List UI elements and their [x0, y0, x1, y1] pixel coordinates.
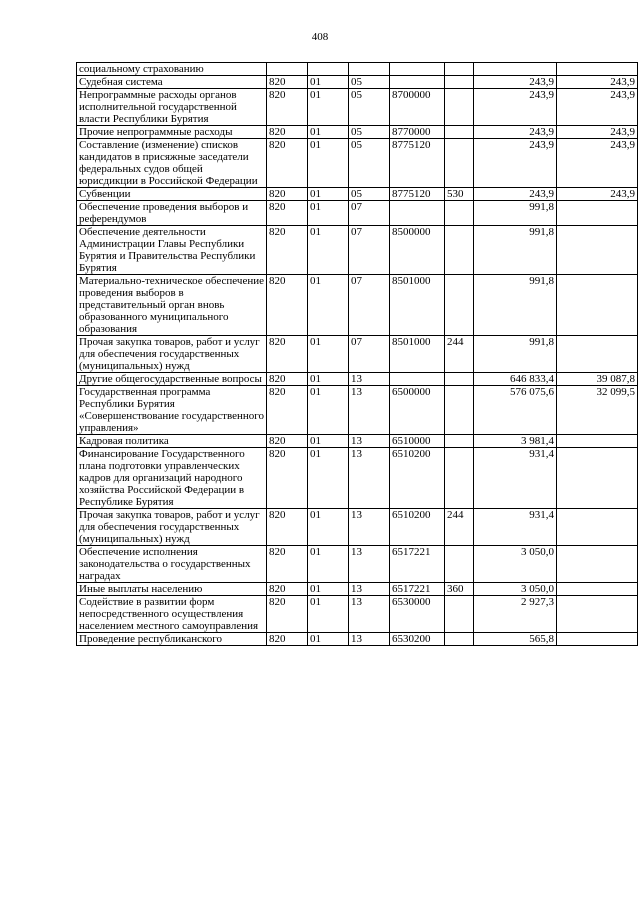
expense-type-cell — [445, 386, 474, 435]
amount-secondary-cell — [557, 633, 638, 646]
expense-type-cell: 244 — [445, 509, 474, 546]
subsection-code-cell: 13 — [349, 546, 390, 583]
section-code-cell: 01 — [308, 448, 349, 509]
target-article-cell: 6500000 — [390, 386, 445, 435]
subsection-code-cell: 07 — [349, 336, 390, 373]
amount-secondary-cell — [557, 583, 638, 596]
table-row — [77, 435, 638, 448]
table-row — [77, 63, 638, 76]
department-code-cell: 820 — [267, 435, 308, 448]
row-name-cell: Прочие непрограммные расходы — [77, 126, 267, 139]
expense-type-cell — [445, 89, 474, 126]
department-code-cell: 820 — [267, 546, 308, 583]
expense-type-cell — [445, 226, 474, 275]
amount-secondary-cell: 243,9 — [557, 126, 638, 139]
table-row — [77, 448, 638, 509]
expense-type-cell: 244 — [445, 336, 474, 373]
subsection-code-cell: 13 — [349, 373, 390, 386]
expense-type-cell — [445, 373, 474, 386]
amount-cell: 3 981,4 — [474, 435, 557, 448]
target-article-cell: 8775120 — [390, 139, 445, 188]
section-code-cell: 01 — [308, 126, 349, 139]
department-code-cell: 820 — [267, 226, 308, 275]
expense-type-cell — [445, 275, 474, 336]
amount-cell — [474, 63, 557, 76]
row-name-cell: Субвенции — [77, 188, 267, 201]
row-name-cell: Обеспечение проведения выборов и референдумов — [77, 201, 267, 226]
department-code-cell: 820 — [267, 386, 308, 435]
amount-cell: 3 050,0 — [474, 583, 557, 596]
department-code-cell: 820 — [267, 201, 308, 226]
page-number: 408 — [311, 31, 329, 43]
subsection-code-cell: 13 — [349, 633, 390, 646]
amount-cell: 565,8 — [474, 633, 557, 646]
section-code-cell: 01 — [308, 509, 349, 546]
row-name-cell: Обеспечение деятельности Администрации Главы Республики Бурятия и Правительства Республики Бурятия — [77, 226, 267, 275]
expense-type-cell — [445, 201, 474, 226]
amount-secondary-cell: 243,9 — [557, 76, 638, 89]
expense-type-cell — [445, 448, 474, 509]
target-article-cell: 8775120 — [390, 188, 445, 201]
expense-type-cell — [445, 126, 474, 139]
expense-type-cell: 530 — [445, 188, 474, 201]
target-article-cell: 8700000 — [390, 89, 445, 126]
target-article-cell: 6517221 — [390, 583, 445, 596]
table-row — [77, 596, 638, 633]
expense-type-cell — [445, 139, 474, 188]
table-row — [77, 633, 638, 646]
table-row — [77, 386, 638, 435]
amount-secondary-cell: 243,9 — [557, 139, 638, 188]
table-row — [77, 509, 638, 546]
department-code-cell: 820 — [267, 126, 308, 139]
table-row — [77, 336, 638, 373]
section-code-cell: 01 — [308, 188, 349, 201]
target-article-cell — [390, 201, 445, 226]
row-name-cell: Непрограммные расходы органов исполнительной государственной власти Республики Бурятия — [77, 89, 267, 126]
amount-secondary-cell — [557, 448, 638, 509]
amount-cell: 931,4 — [474, 448, 557, 509]
section-code-cell: 01 — [308, 89, 349, 126]
section-code-cell: 01 — [308, 373, 349, 386]
target-article-cell: 6530000 — [390, 596, 445, 633]
amount-secondary-cell — [557, 63, 638, 76]
budget-table — [76, 62, 638, 646]
department-code-cell: 820 — [267, 139, 308, 188]
target-article-cell: 8500000 — [390, 226, 445, 275]
target-article-cell — [390, 373, 445, 386]
amount-cell: 991,8 — [474, 201, 557, 226]
table-row — [77, 89, 638, 126]
section-code-cell: 01 — [308, 386, 349, 435]
amount-secondary-cell — [557, 435, 638, 448]
department-code-cell: 820 — [267, 583, 308, 596]
expense-type-cell — [445, 76, 474, 89]
row-name-cell: Материально-техническое обеспечение проведения выборов в представительный орган вновь образованного муниципального образования — [77, 275, 267, 336]
amount-cell: 243,9 — [474, 76, 557, 89]
table-row — [77, 139, 638, 188]
amount-secondary-cell — [557, 509, 638, 546]
department-code-cell: 820 — [267, 373, 308, 386]
section-code-cell: 01 — [308, 226, 349, 275]
department-code-cell: 820 — [267, 633, 308, 646]
subsection-code-cell: 13 — [349, 448, 390, 509]
amount-cell: 991,8 — [474, 226, 557, 275]
target-article-cell: 8501000 — [390, 275, 445, 336]
target-article-cell: 6510200 — [390, 448, 445, 509]
target-article-cell: 8501000 — [390, 336, 445, 373]
subsection-code-cell — [349, 63, 390, 76]
amount-cell: 3 050,0 — [474, 546, 557, 583]
amount-cell: 931,4 — [474, 509, 557, 546]
amount-secondary-cell — [557, 336, 638, 373]
amount-cell: 991,8 — [474, 336, 557, 373]
expense-type-cell — [445, 546, 474, 583]
expense-type-cell — [445, 633, 474, 646]
amount-secondary-cell: 243,9 — [557, 89, 638, 126]
table-row — [77, 583, 638, 596]
expense-type-cell — [445, 596, 474, 633]
section-code-cell: 01 — [308, 139, 349, 188]
section-code-cell: 01 — [308, 546, 349, 583]
subsection-code-cell: 07 — [349, 201, 390, 226]
department-code-cell — [267, 63, 308, 76]
section-code-cell: 01 — [308, 435, 349, 448]
department-code-cell: 820 — [267, 275, 308, 336]
amount-cell: 991,8 — [474, 275, 557, 336]
table-row — [77, 188, 638, 201]
section-code-cell: 01 — [308, 583, 349, 596]
department-code-cell: 820 — [267, 509, 308, 546]
table-row — [77, 275, 638, 336]
subsection-code-cell: 07 — [349, 275, 390, 336]
table-row — [77, 126, 638, 139]
department-code-cell: 820 — [267, 596, 308, 633]
row-name-cell: Финансирование Государственного плана подготовки управленческих кадров для организаций народного хозяйства Российской Федерации в Республике Бурятия — [77, 448, 267, 509]
subsection-code-cell: 05 — [349, 76, 390, 89]
section-code-cell: 01 — [308, 336, 349, 373]
row-name-cell: Прочая закупка товаров, работ и услуг для обеспечения государственных (муниципальных) нужд — [77, 509, 267, 546]
department-code-cell: 820 — [267, 89, 308, 126]
amount-secondary-cell — [557, 596, 638, 633]
table-row — [77, 226, 638, 275]
amount-secondary-cell — [557, 275, 638, 336]
section-code-cell: 01 — [308, 201, 349, 226]
amount-secondary-cell: 243,9 — [557, 188, 638, 201]
row-name-cell: Проведение республиканского — [77, 633, 267, 646]
row-name-cell: Кадровая политика — [77, 435, 267, 448]
subsection-code-cell: 13 — [349, 386, 390, 435]
amount-secondary-cell: 32 099,5 — [557, 386, 638, 435]
row-name-cell: социальному страхованию — [77, 63, 267, 76]
row-name-cell: Иные выплаты населению — [77, 583, 267, 596]
amount-secondary-cell — [557, 226, 638, 275]
row-name-cell: Прочая закупка товаров, работ и услуг для обеспечения государственных (муниципальных) нужд — [77, 336, 267, 373]
amount-cell: 646 833,4 — [474, 373, 557, 386]
amount-cell: 243,9 — [474, 139, 557, 188]
subsection-code-cell: 05 — [349, 188, 390, 201]
amount-cell: 2 927,3 — [474, 596, 557, 633]
table-row — [77, 373, 638, 386]
subsection-code-cell: 07 — [349, 226, 390, 275]
row-name-cell: Судебная система — [77, 76, 267, 89]
section-code-cell — [308, 63, 349, 76]
subsection-code-cell: 13 — [349, 596, 390, 633]
department-code-cell: 820 — [267, 188, 308, 201]
subsection-code-cell: 05 — [349, 126, 390, 139]
amount-cell: 243,9 — [474, 188, 557, 201]
subsection-code-cell: 13 — [349, 509, 390, 546]
target-article-cell — [390, 76, 445, 89]
section-code-cell: 01 — [308, 76, 349, 89]
department-code-cell: 820 — [267, 448, 308, 509]
section-code-cell: 01 — [308, 596, 349, 633]
target-article-cell — [390, 63, 445, 76]
department-code-cell: 820 — [267, 76, 308, 89]
subsection-code-cell: 13 — [349, 583, 390, 596]
target-article-cell: 8770000 — [390, 126, 445, 139]
table-row — [77, 546, 638, 583]
amount-secondary-cell — [557, 546, 638, 583]
amount-secondary-cell — [557, 201, 638, 226]
row-name-cell: Другие общегосударственные вопросы — [77, 373, 267, 386]
department-code-cell: 820 — [267, 336, 308, 373]
section-code-cell: 01 — [308, 633, 349, 646]
row-name-cell: Государственная программа Республики Бурятия «Совершенствование государственного управления» — [77, 386, 267, 435]
target-article-cell: 6530200 — [390, 633, 445, 646]
target-article-cell: 6517221 — [390, 546, 445, 583]
expense-type-cell: 360 — [445, 583, 474, 596]
subsection-code-cell: 13 — [349, 435, 390, 448]
budget-table-body — [77, 63, 638, 646]
section-code-cell: 01 — [308, 275, 349, 336]
amount-secondary-cell: 39 087,8 — [557, 373, 638, 386]
subsection-code-cell: 05 — [349, 139, 390, 188]
target-article-cell: 6510200 — [390, 509, 445, 546]
row-name-cell: Содействие в развитии форм непосредственного осуществления населением местного самоуправления — [77, 596, 267, 633]
table-row — [77, 201, 638, 226]
expense-type-cell — [445, 63, 474, 76]
table-row — [77, 76, 638, 89]
amount-cell: 576 075,6 — [474, 386, 557, 435]
row-name-cell: Обеспечение исполнения законодательства о государственных наградах — [77, 546, 267, 583]
expense-type-cell — [445, 435, 474, 448]
subsection-code-cell: 05 — [349, 89, 390, 126]
row-name-cell: Составление (изменение) списков кандидатов в присяжные заседатели федеральных судов общей юрисдикции в Российской Федерации — [77, 139, 267, 188]
amount-cell: 243,9 — [474, 126, 557, 139]
amount-cell: 243,9 — [474, 89, 557, 126]
target-article-cell: 6510000 — [390, 435, 445, 448]
